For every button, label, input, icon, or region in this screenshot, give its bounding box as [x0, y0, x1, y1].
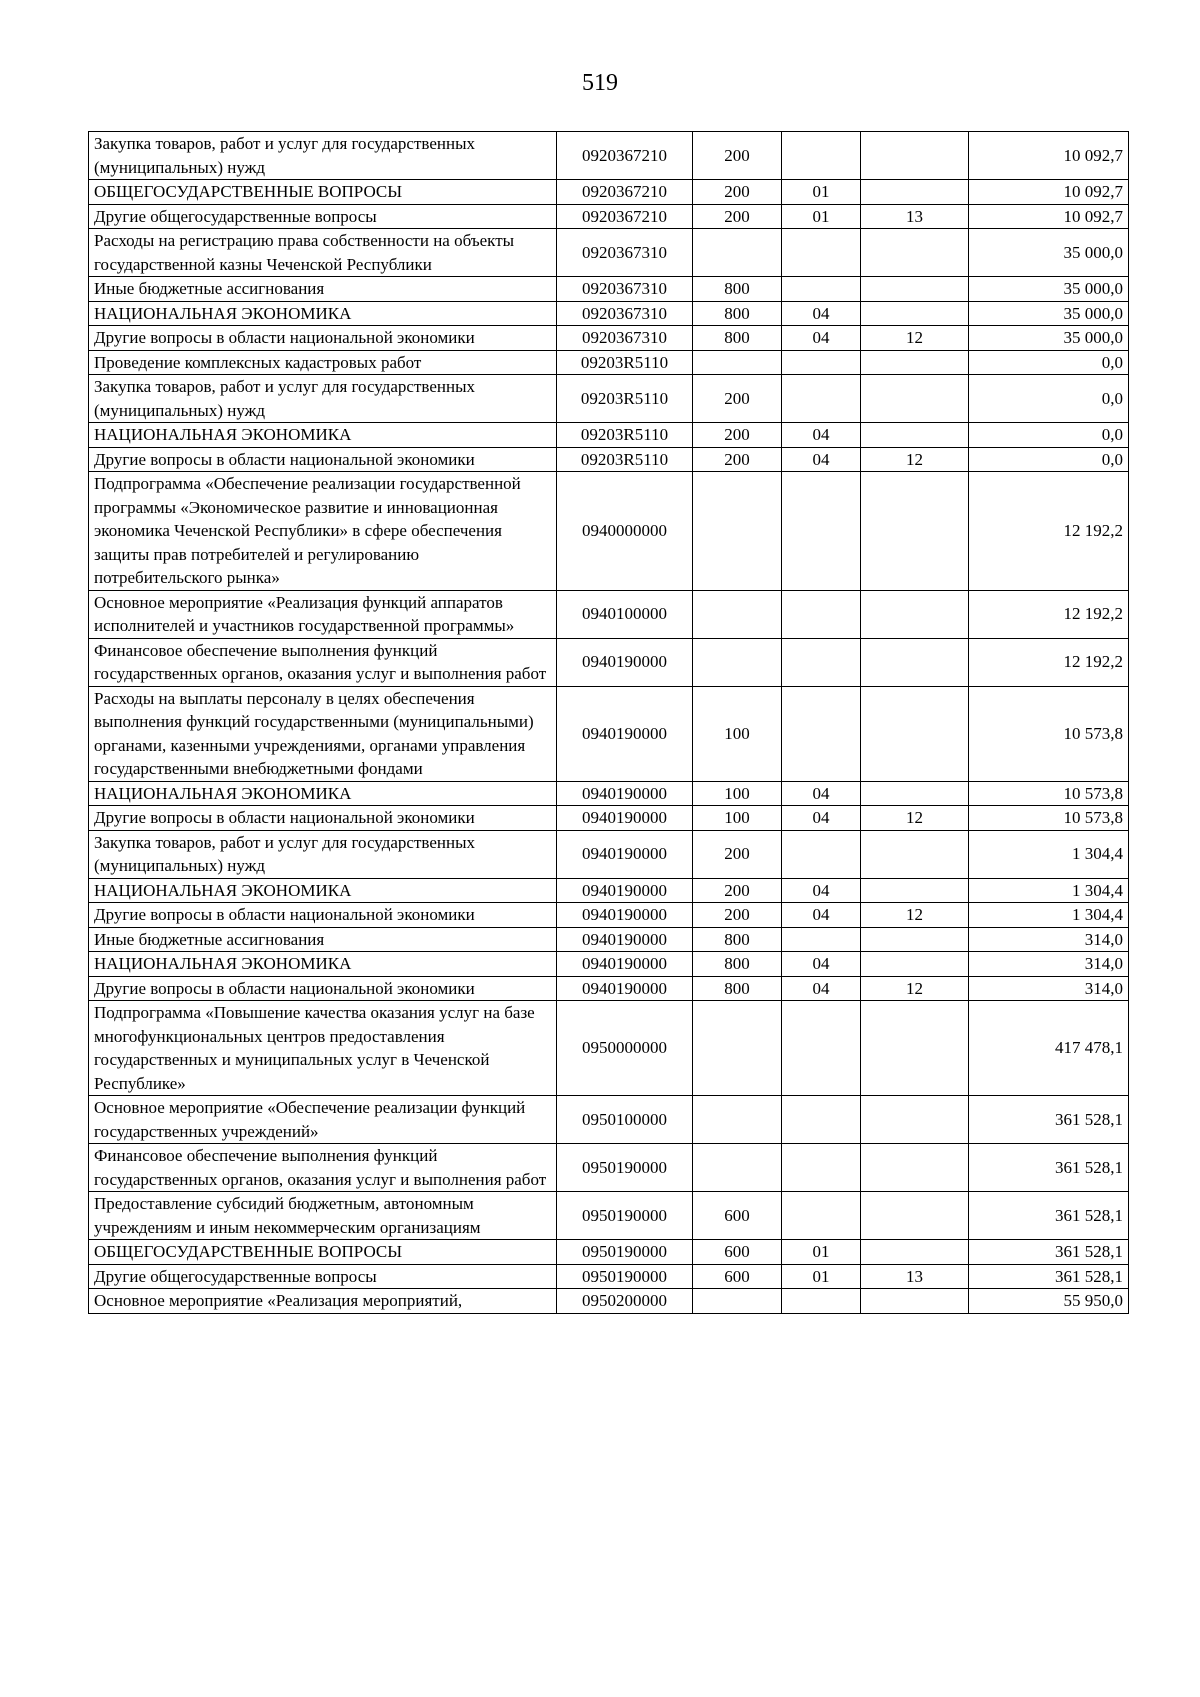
row-name: Основное мероприятие «Реализация мероприятий, — [89, 1289, 557, 1314]
table-row — [89, 1096, 1129, 1144]
row-expense-type — [693, 590, 782, 638]
table-row — [89, 350, 1129, 375]
row-amount: 10 092,7 — [969, 180, 1129, 205]
row-section: 04 — [782, 952, 861, 977]
row-name: НАЦИОНАЛЬНАЯ ЭКОНОМИКА — [89, 423, 557, 448]
row-amount: 35 000,0 — [969, 326, 1129, 351]
row-expense-type: 200 — [693, 830, 782, 878]
row-subsection — [861, 878, 969, 903]
row-expense-type — [693, 638, 782, 686]
row-amount: 12 192,2 — [969, 590, 1129, 638]
row-amount: 10 573,8 — [969, 686, 1129, 781]
row-expense-type — [693, 229, 782, 277]
row-name: Другие вопросы в области национальной экономики — [89, 976, 557, 1001]
row-subsection — [861, 472, 969, 591]
table-row — [89, 204, 1129, 229]
row-section — [782, 1144, 861, 1192]
table-row — [89, 878, 1129, 903]
row-amount: 1 304,4 — [969, 830, 1129, 878]
row-expense-type: 200 — [693, 878, 782, 903]
row-amount: 314,0 — [969, 976, 1129, 1001]
row-amount: 361 528,1 — [969, 1192, 1129, 1240]
row-section: 04 — [782, 423, 861, 448]
row-name: Основное мероприятие «Реализация функций аппаратов исполнителей и участников государственной программы» — [89, 590, 557, 638]
row-subsection — [861, 1289, 969, 1314]
row-name: Расходы на регистрацию права собственности на объекты государственной казны Чеченской Республики — [89, 229, 557, 277]
row-amount: 12 192,2 — [969, 472, 1129, 591]
row-section — [782, 927, 861, 952]
row-section — [782, 472, 861, 591]
row-section: 04 — [782, 976, 861, 1001]
row-code: 0950000000 — [557, 1001, 693, 1096]
row-section — [782, 1289, 861, 1314]
row-subsection — [861, 1144, 969, 1192]
table-row — [89, 301, 1129, 326]
row-amount: 1 304,4 — [969, 878, 1129, 903]
row-subsection — [861, 1240, 969, 1265]
row-expense-type — [693, 1289, 782, 1314]
row-subsection — [861, 830, 969, 878]
row-code: 0940190000 — [557, 638, 693, 686]
row-expense-type: 800 — [693, 277, 782, 302]
row-subsection — [861, 277, 969, 302]
row-section: 04 — [782, 903, 861, 928]
row-code: 0940190000 — [557, 878, 693, 903]
row-code: 09203R5110 — [557, 447, 693, 472]
table-row — [89, 781, 1129, 806]
row-amount: 0,0 — [969, 350, 1129, 375]
row-code: 09203R5110 — [557, 375, 693, 423]
row-section: 01 — [782, 204, 861, 229]
row-code: 0940100000 — [557, 590, 693, 638]
row-name: Другие общегосударственные вопросы — [89, 204, 557, 229]
row-expense-type — [693, 350, 782, 375]
row-subsection — [861, 686, 969, 781]
row-expense-type: 200 — [693, 423, 782, 448]
row-expense-type: 200 — [693, 447, 782, 472]
row-code: 0940190000 — [557, 781, 693, 806]
row-name: Другие вопросы в области национальной экономики — [89, 806, 557, 831]
row-name: НАЦИОНАЛЬНАЯ ЭКОНОМИКА — [89, 301, 557, 326]
row-code: 0940190000 — [557, 903, 693, 928]
table-row — [89, 1240, 1129, 1265]
row-subsection: 12 — [861, 806, 969, 831]
table-row — [89, 447, 1129, 472]
row-expense-type: 600 — [693, 1264, 782, 1289]
row-expense-type: 200 — [693, 132, 782, 180]
row-section: 04 — [782, 326, 861, 351]
row-code: 0940190000 — [557, 830, 693, 878]
row-subsection — [861, 781, 969, 806]
row-code: 0950190000 — [557, 1264, 693, 1289]
row-amount: 361 528,1 — [969, 1240, 1129, 1265]
row-name: Расходы на выплаты персоналу в целях обеспечения выполнения функций государственными (муниципальными) органами, казенными учреждениями, органами управления государственными внебюджетными фондами — [89, 686, 557, 781]
row-section — [782, 277, 861, 302]
table-row — [89, 229, 1129, 277]
table-row — [89, 423, 1129, 448]
row-subsection: 13 — [861, 204, 969, 229]
row-expense-type: 200 — [693, 204, 782, 229]
table-row — [89, 1144, 1129, 1192]
row-subsection: 12 — [861, 326, 969, 351]
row-amount: 35 000,0 — [969, 301, 1129, 326]
row-code: 0920367310 — [557, 326, 693, 351]
row-amount: 55 950,0 — [969, 1289, 1129, 1314]
row-section — [782, 638, 861, 686]
row-subsection — [861, 1096, 969, 1144]
row-code: 0950190000 — [557, 1192, 693, 1240]
row-subsection: 12 — [861, 903, 969, 928]
table-row — [89, 590, 1129, 638]
row-expense-type: 600 — [693, 1192, 782, 1240]
row-subsection — [861, 301, 969, 326]
row-expense-type — [693, 472, 782, 591]
row-code: 09203R5110 — [557, 350, 693, 375]
row-name: Закупка товаров, работ и услуг для государственных (муниципальных) нужд — [89, 375, 557, 423]
row-amount: 12 192,2 — [969, 638, 1129, 686]
row-section — [782, 132, 861, 180]
row-section: 04 — [782, 447, 861, 472]
row-code: 0940190000 — [557, 976, 693, 1001]
row-section — [782, 229, 861, 277]
row-amount: 1 304,4 — [969, 903, 1129, 928]
page-number: 519 — [582, 70, 618, 96]
row-amount: 10 573,8 — [969, 806, 1129, 831]
row-section: 04 — [782, 806, 861, 831]
row-code: 0950190000 — [557, 1240, 693, 1265]
row-name: НАЦИОНАЛЬНАЯ ЭКОНОМИКА — [89, 952, 557, 977]
table-row — [89, 277, 1129, 302]
row-subsection — [861, 638, 969, 686]
row-amount: 314,0 — [969, 927, 1129, 952]
row-name: Другие вопросы в области национальной экономики — [89, 326, 557, 351]
row-name: Закупка товаров, работ и услуг для государственных (муниципальных) нужд — [89, 132, 557, 180]
table-row — [89, 952, 1129, 977]
row-name: НАЦИОНАЛЬНАЯ ЭКОНОМИКА — [89, 878, 557, 903]
row-code: 0940190000 — [557, 952, 693, 977]
row-name: НАЦИОНАЛЬНАЯ ЭКОНОМИКА — [89, 781, 557, 806]
row-amount: 10 092,7 — [969, 132, 1129, 180]
row-code: 0920367310 — [557, 301, 693, 326]
row-section — [782, 1096, 861, 1144]
row-amount: 35 000,0 — [969, 229, 1129, 277]
row-amount: 0,0 — [969, 423, 1129, 448]
row-name: Другие вопросы в области национальной экономики — [89, 903, 557, 928]
budget-table — [88, 131, 1129, 1314]
row-code: 0940190000 — [557, 686, 693, 781]
table-row — [89, 686, 1129, 781]
row-expense-type: 600 — [693, 1240, 782, 1265]
row-amount: 10 092,7 — [969, 204, 1129, 229]
row-expense-type: 100 — [693, 806, 782, 831]
row-section — [782, 686, 861, 781]
row-expense-type: 100 — [693, 781, 782, 806]
row-expense-type: 800 — [693, 301, 782, 326]
table-row — [89, 638, 1129, 686]
row-expense-type: 200 — [693, 903, 782, 928]
row-name: Подпрограмма «Повышение качества оказания услуг на базе многофункциональных центров предоставления государственных и муниципальных услуг в Чеченской Республике» — [89, 1001, 557, 1096]
row-name: Иные бюджетные ассигнования — [89, 927, 557, 952]
row-code: 0920367310 — [557, 277, 693, 302]
table-row — [89, 976, 1129, 1001]
row-name: Основное мероприятие «Обеспечение реализации функций государственных учреждений» — [89, 1096, 557, 1144]
row-amount: 361 528,1 — [969, 1264, 1129, 1289]
row-code: 0920367210 — [557, 180, 693, 205]
row-subsection: 12 — [861, 976, 969, 1001]
row-subsection — [861, 132, 969, 180]
table-row — [89, 927, 1129, 952]
row-section: 01 — [782, 1264, 861, 1289]
row-code: 0940000000 — [557, 472, 693, 591]
table-row — [89, 903, 1129, 928]
table-row — [89, 1001, 1129, 1096]
table-row — [89, 806, 1129, 831]
row-name: Предоставление субсидий бюджетным, автономным учреждениям и иным некоммерческим организациям — [89, 1192, 557, 1240]
row-code: 0950190000 — [557, 1144, 693, 1192]
row-name: Финансовое обеспечение выполнения функций государственных органов, оказания услуг и выполнения работ — [89, 638, 557, 686]
row-subsection — [861, 350, 969, 375]
row-subsection — [861, 927, 969, 952]
row-name: Подпрограмма «Обеспечение реализации государственной программы «Экономическое развитие и инновационная экономика Чеченской Республики» в сфере обеспечения защиты прав потребителей и регулированию потребительского рынка» — [89, 472, 557, 591]
row-section: 01 — [782, 1240, 861, 1265]
row-subsection — [861, 229, 969, 277]
table-row — [89, 830, 1129, 878]
table-row — [89, 472, 1129, 591]
row-subsection — [861, 952, 969, 977]
row-expense-type: 200 — [693, 375, 782, 423]
row-subsection — [861, 1001, 969, 1096]
row-section — [782, 1192, 861, 1240]
row-section: 04 — [782, 781, 861, 806]
table-row — [89, 180, 1129, 205]
table-row — [89, 1289, 1129, 1314]
row-code: 0940190000 — [557, 806, 693, 831]
row-amount: 35 000,0 — [969, 277, 1129, 302]
table-row — [89, 132, 1129, 180]
row-name: ОБЩЕГОСУДАРСТВЕННЫЕ ВОПРОСЫ — [89, 180, 557, 205]
row-amount: 0,0 — [969, 375, 1129, 423]
row-name: Финансовое обеспечение выполнения функций государственных органов, оказания услуг и выполнения работ — [89, 1144, 557, 1192]
table-row — [89, 375, 1129, 423]
row-section — [782, 375, 861, 423]
row-subsection: 13 — [861, 1264, 969, 1289]
row-amount: 417 478,1 — [969, 1001, 1129, 1096]
row-code: 0920367210 — [557, 132, 693, 180]
row-name: Иные бюджетные ассигнования — [89, 277, 557, 302]
table-row — [89, 1264, 1129, 1289]
row-expense-type: 800 — [693, 326, 782, 351]
row-expense-type — [693, 1096, 782, 1144]
row-subsection — [861, 375, 969, 423]
row-subsection — [861, 180, 969, 205]
row-amount: 361 528,1 — [969, 1096, 1129, 1144]
row-subsection — [861, 1192, 969, 1240]
row-amount: 0,0 — [969, 447, 1129, 472]
row-name: Проведение комплексных кадастровых работ — [89, 350, 557, 375]
row-code: 09203R5110 — [557, 423, 693, 448]
row-section: 04 — [782, 878, 861, 903]
row-code: 0950200000 — [557, 1289, 693, 1314]
row-section: 01 — [782, 180, 861, 205]
row-amount: 361 528,1 — [969, 1144, 1129, 1192]
row-subsection — [861, 590, 969, 638]
budget-table-body — [89, 132, 1129, 1314]
row-subsection: 12 — [861, 447, 969, 472]
row-name: Другие вопросы в области национальной экономики — [89, 447, 557, 472]
row-code: 0920367310 — [557, 229, 693, 277]
row-amount: 10 573,8 — [969, 781, 1129, 806]
row-name: Другие общегосударственные вопросы — [89, 1264, 557, 1289]
row-code: 0950100000 — [557, 1096, 693, 1144]
row-expense-type: 200 — [693, 180, 782, 205]
row-code: 0940190000 — [557, 927, 693, 952]
row-code: 0920367210 — [557, 204, 693, 229]
table-row — [89, 326, 1129, 351]
row-expense-type: 100 — [693, 686, 782, 781]
row-section: 04 — [782, 301, 861, 326]
row-expense-type — [693, 1144, 782, 1192]
row-expense-type: 800 — [693, 976, 782, 1001]
row-name: Закупка товаров, работ и услуг для государственных (муниципальных) нужд — [89, 830, 557, 878]
row-section — [782, 350, 861, 375]
row-expense-type: 800 — [693, 952, 782, 977]
row-subsection — [861, 423, 969, 448]
table-row — [89, 1192, 1129, 1240]
row-section — [782, 590, 861, 638]
row-section — [782, 1001, 861, 1096]
row-amount: 314,0 — [969, 952, 1129, 977]
row-name: ОБЩЕГОСУДАРСТВЕННЫЕ ВОПРОСЫ — [89, 1240, 557, 1265]
row-expense-type: 800 — [693, 927, 782, 952]
row-section — [782, 830, 861, 878]
row-expense-type — [693, 1001, 782, 1096]
